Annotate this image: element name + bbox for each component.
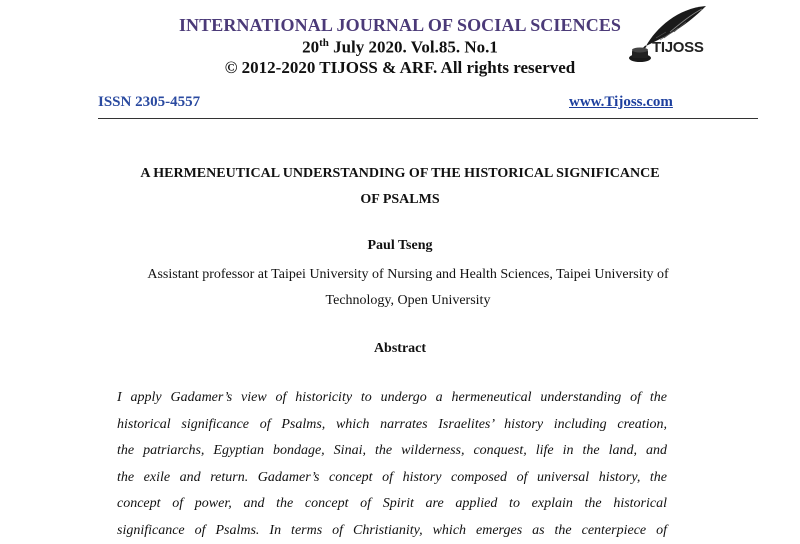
abstract-line: the patriarchs, Egyptian bondage, Sinai, the wilderness, conquest, life in the land, and xyxy=(117,438,667,465)
issue-day-suffix: th xyxy=(319,37,329,49)
journal-title: INTERNATIONAL JOURNAL OF SOCIAL SCIENCES xyxy=(0,15,800,36)
abstract-body xyxy=(117,385,667,544)
issn: ISSN 2305-4557 xyxy=(98,94,200,111)
issue-day: 20 xyxy=(302,38,319,57)
affiliation-line2: Technology, Open University xyxy=(98,288,718,314)
abstract-line: historical significance of Psalms, which narrates Israelites’ history including creation, xyxy=(117,412,667,439)
author-affiliation xyxy=(98,262,718,314)
logo-text: TIJOSS xyxy=(652,39,704,56)
paper-title-line2: OF PSALMS xyxy=(0,187,800,213)
abstract-line: concept of power, and the concept of Spirit are applied to explain the historical xyxy=(117,491,667,518)
issue-rest: July 2020. Vol.85. No.1 xyxy=(329,38,498,57)
rights-line: © 2012-2020 TIJOSS & ARF. All rights reserved xyxy=(0,58,800,78)
abstract-line: significance of Psalms. In terms of Christianity, which emerges as the centerpiece of xyxy=(117,518,667,544)
paper-title xyxy=(0,161,800,213)
header-rule xyxy=(98,118,758,119)
paper-title-line1: A HERMENEUTICAL UNDERSTANDING OF THE HISTORICAL SIGNIFICANCE xyxy=(0,161,800,187)
website-link[interactable]: www.Tijoss.com xyxy=(569,94,673,111)
abstract-line: I apply Gadamer’s view of historicity to undergo a hermeneutical understanding of the xyxy=(117,385,667,412)
affiliation-line1: Assistant professor at Taipei University of Nursing and Health Sciences, Taipei University of xyxy=(98,262,718,288)
abstract-heading: Abstract xyxy=(0,341,800,357)
abstract-line: the exile and return. Gadamer’s concept of history composed of universal history, the xyxy=(117,465,667,492)
author-name: Paul Tseng xyxy=(0,238,800,254)
